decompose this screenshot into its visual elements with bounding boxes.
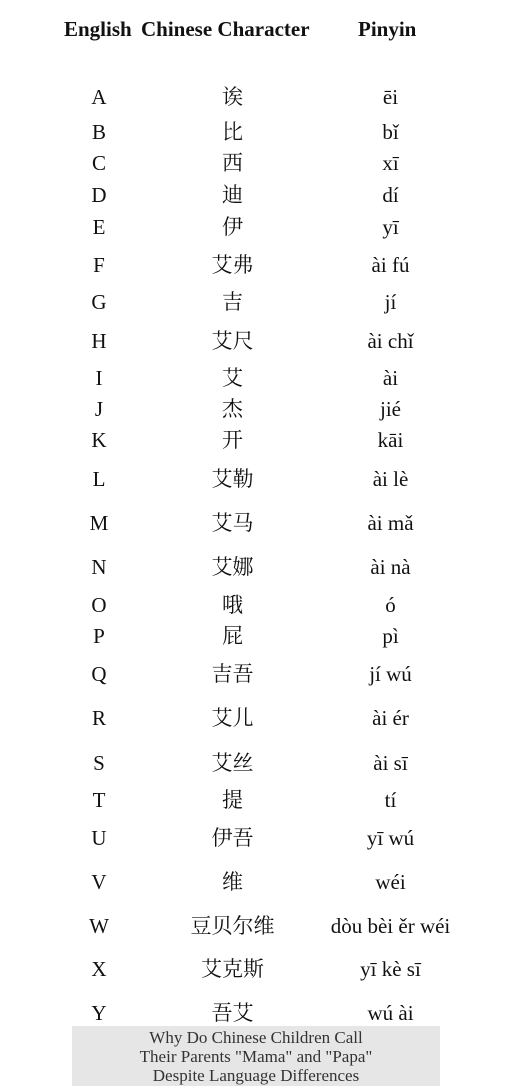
row-pinyin: jí wú xyxy=(369,662,412,686)
table-row xyxy=(0,591,512,619)
row-pinyin: ài mǎ xyxy=(367,511,414,535)
row-pinyin: kāi xyxy=(377,428,404,452)
row-letter: L xyxy=(92,467,106,491)
table-row xyxy=(0,118,512,146)
table-row xyxy=(0,364,512,392)
row-pinyin: jí xyxy=(384,290,397,314)
row-pinyin: dòu bèi ěr wéi xyxy=(330,914,451,938)
table-row xyxy=(0,509,512,537)
table-row xyxy=(0,465,512,493)
row-pinyin: ài nà xyxy=(370,555,411,579)
row-chinese-character: 维 xyxy=(222,870,243,894)
row-pinyin: yī xyxy=(382,215,399,239)
row-chinese-character: 比 xyxy=(222,120,243,144)
row-letter: R xyxy=(91,706,106,730)
row-pinyin: jié xyxy=(380,397,401,421)
row-letter: Y xyxy=(91,1001,107,1025)
row-pinyin: ài xyxy=(382,366,399,390)
row-letter: X xyxy=(91,957,107,981)
row-pinyin: wéi xyxy=(375,870,406,894)
table-row xyxy=(0,868,512,896)
row-pinyin: pì xyxy=(382,624,399,648)
table-row xyxy=(0,288,512,316)
row-chinese-character: 艾丝 xyxy=(211,751,254,775)
row-letter: A xyxy=(91,85,107,109)
row-pinyin: ó xyxy=(385,593,396,617)
row-chinese-character: 诶 xyxy=(222,85,243,109)
caption-line: Why Do Chinese Children Call xyxy=(149,1027,363,1047)
row-chinese-character: 开 xyxy=(222,428,243,452)
row-chinese-character: 吾艾 xyxy=(211,1001,254,1025)
header-english: English xyxy=(64,17,132,41)
table-header xyxy=(0,14,512,44)
table-row xyxy=(0,83,512,111)
row-letter: M xyxy=(89,511,109,535)
row-chinese-character: 艾弗 xyxy=(211,253,254,277)
row-pinyin: ài ér xyxy=(372,706,409,730)
caption-line: Despite Language Differences xyxy=(152,1065,360,1085)
row-letter: I xyxy=(95,366,103,390)
row-pinyin: yī wú xyxy=(366,826,415,850)
row-chinese-character: 艾克斯 xyxy=(201,957,264,981)
row-chinese-character: 艾儿 xyxy=(211,706,254,730)
row-letter: N xyxy=(91,555,107,579)
row-pinyin: dí xyxy=(382,183,399,207)
table-row xyxy=(0,213,512,241)
table-row xyxy=(0,426,512,454)
row-pinyin: ài lè xyxy=(372,467,409,491)
table-row xyxy=(0,395,512,423)
row-letter: D xyxy=(91,183,107,207)
table-row xyxy=(0,955,512,983)
row-letter: O xyxy=(91,593,107,617)
row-chinese-character: 西 xyxy=(222,151,243,175)
row-letter: H xyxy=(91,329,107,353)
row-chinese-character: 屁 xyxy=(222,624,243,648)
row-letter: P xyxy=(93,624,105,648)
header-pinyin: Pinyin xyxy=(358,17,417,41)
header-chinese-character: Chinese Character xyxy=(141,17,310,41)
row-chinese-character: 艾尺 xyxy=(211,329,254,353)
row-letter: B xyxy=(91,120,106,144)
table-row xyxy=(0,553,512,581)
table-row xyxy=(0,251,512,279)
row-letter: T xyxy=(92,788,106,812)
table-row xyxy=(0,704,512,732)
row-pinyin: tí xyxy=(384,788,397,812)
row-letter: W xyxy=(89,914,109,938)
row-chinese-character: 吉吾 xyxy=(211,662,254,686)
row-chinese-character: 迪 xyxy=(222,183,243,207)
row-letter: K xyxy=(91,428,107,452)
row-chinese-character: 豆贝尔维 xyxy=(190,914,275,938)
row-chinese-character: 哦 xyxy=(222,593,243,617)
row-pinyin: ēi xyxy=(382,85,399,109)
table-row xyxy=(0,912,512,940)
row-letter: V xyxy=(91,870,107,894)
row-chinese-character: 艾 xyxy=(222,366,243,390)
row-letter: U xyxy=(91,826,107,850)
table-row xyxy=(0,999,512,1027)
table-row xyxy=(0,149,512,177)
row-chinese-character: 艾马 xyxy=(211,511,254,535)
table-row xyxy=(0,660,512,688)
row-chinese-character: 艾勒 xyxy=(211,467,254,491)
row-pinyin: ài fú xyxy=(371,253,410,277)
row-letter: Q xyxy=(91,662,107,686)
row-pinyin: ài sī xyxy=(373,751,408,775)
table-row xyxy=(0,749,512,777)
row-pinyin: xī xyxy=(382,151,399,175)
table-row xyxy=(0,181,512,209)
table-row xyxy=(0,824,512,852)
row-letter: J xyxy=(94,397,104,421)
row-chinese-character: 杰 xyxy=(222,397,243,421)
table-row xyxy=(0,622,512,650)
row-chinese-character: 提 xyxy=(222,788,243,812)
caption-line: Their Parents "Mama" and "Papa" xyxy=(139,1046,373,1066)
caption-box xyxy=(72,1026,440,1086)
row-pinyin: wú ài xyxy=(367,1001,414,1025)
row-letter: C xyxy=(91,151,106,175)
row-pinyin: ài chǐ xyxy=(367,329,414,353)
row-chinese-character: 伊吾 xyxy=(211,826,254,850)
row-pinyin: yī kè sī xyxy=(360,957,421,981)
table-row xyxy=(0,327,512,355)
row-letter: G xyxy=(91,290,107,314)
row-letter: S xyxy=(93,751,105,775)
row-letter: F xyxy=(93,253,105,277)
table-row xyxy=(0,786,512,814)
row-chinese-character: 伊 xyxy=(222,215,243,239)
row-chinese-character: 艾娜 xyxy=(211,555,254,579)
row-letter: E xyxy=(92,215,106,239)
row-chinese-character: 吉 xyxy=(222,290,243,314)
row-pinyin: bǐ xyxy=(382,120,399,144)
